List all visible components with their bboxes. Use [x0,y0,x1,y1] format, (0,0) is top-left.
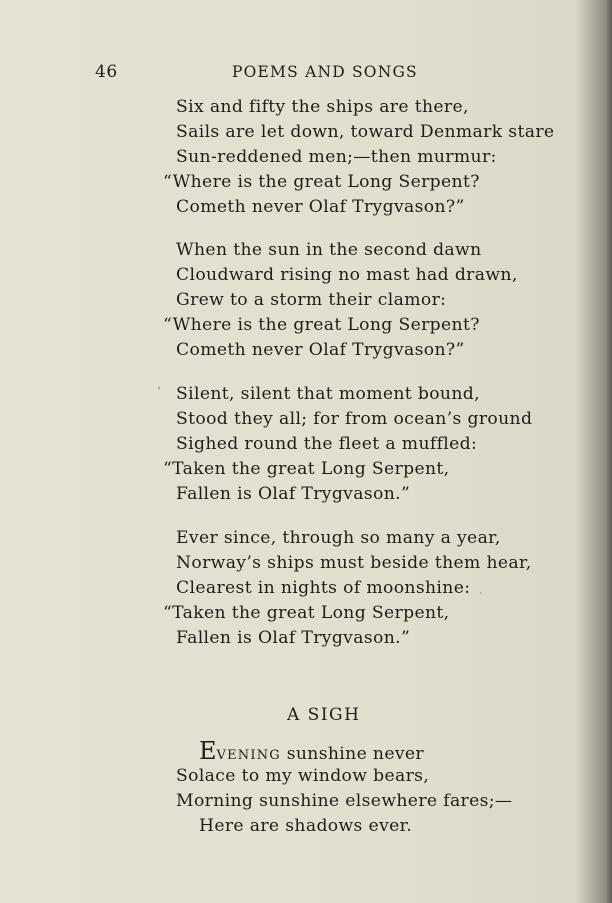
poem-line: Stood they all; for from ocean’s ground [176,409,533,429]
poem-line: Silent, silent that moment bound, [176,384,480,404]
poem-line: Solace to my window bears, [176,766,430,786]
poem-line: “Where is the great Long Serpent? [163,315,480,335]
poem-line: Cometh never Olaf Trygvason?” [176,340,465,360]
poem-line: Clearest in nights of moonshine: [176,578,471,598]
ink-speck [480,592,482,594]
first-line-rest: sunshine never [280,744,424,764]
running-head: POEMS AND SONGS [232,63,418,81]
poem-first-line [199,737,424,765]
poem-line: “Taken the great Long Serpent, [163,603,450,623]
poem-line: Fallen is Olaf Trygvason.” [176,628,411,648]
poem-line: Cloudward rising no mast had drawn, [176,265,518,285]
poem-title: A SIGH [287,705,361,725]
poem-line: Sun-reddened men;—then murmur: [176,147,497,167]
page-header [0,62,612,84]
poem-line: Cometh never Olaf Trygvason?” [176,197,465,217]
ink-speck [158,386,160,390]
poem-line: Grew to a storm their clamor: [176,290,447,310]
poem-line: Fallen is Olaf Trygvason.” [176,484,411,504]
poem-line: Sails are let down, toward Denmark stare [176,122,555,142]
poem-line: “Where is the great Long Serpent? [163,172,480,192]
poem-line: Ever since, through so many a year, [176,528,501,548]
small-caps-word: VENING [216,748,281,763]
drop-cap: E [199,737,217,765]
poem-line: Norway’s ships must beside them hear, [176,553,532,573]
poem-line: When the sun in the second dawn [176,240,482,260]
poem-line: Morning sunshine elsewhere fares;— [176,791,513,811]
page-number: 46 [95,62,118,82]
poem-line: “Taken the great Long Serpent, [163,459,450,479]
poem-line: Here are shadows ever. [199,816,413,836]
poem-line: Six and fifty the ships are there, [176,97,469,117]
poem-line: Sighed round the fleet a muffled: [176,434,478,454]
